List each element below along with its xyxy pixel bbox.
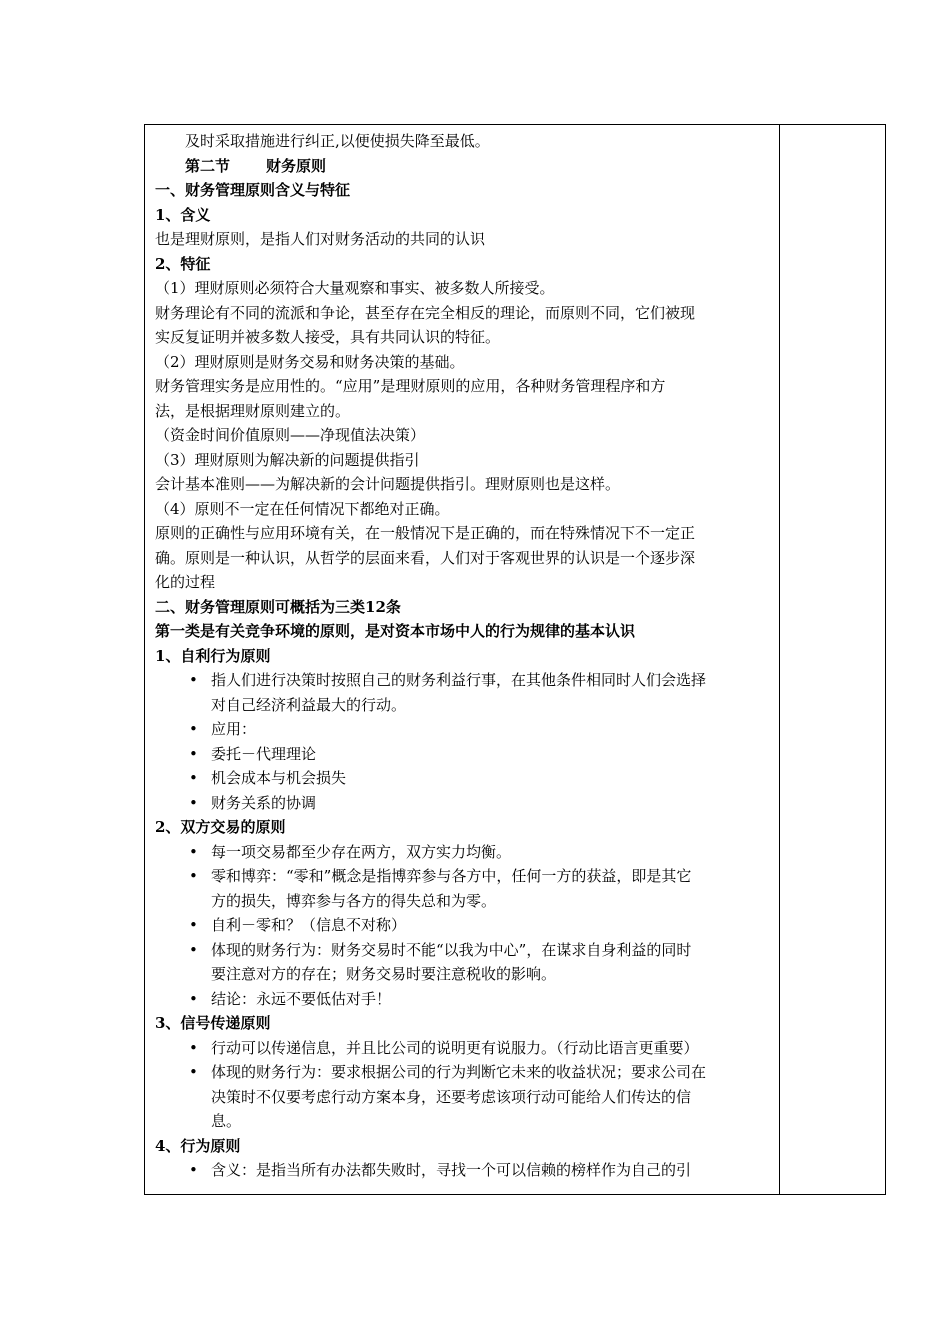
paragraph: 也是理财原则，是指人们对财务活动的共同的认识 bbox=[155, 230, 486, 248]
paragraph: 财务管理实务是应用性的。“应用”是理财原则的应用，各种财务管理程序和方 bbox=[155, 377, 666, 395]
bullet-list bbox=[155, 668, 775, 815]
list-item: • 体现的财务行为：财务交易时不能“以我为中心”，在谋求自身利益的同时 bbox=[155, 938, 775, 963]
bullet-icon: • bbox=[189, 720, 198, 738]
paragraph: （2）理财原则是财务交易和财务决策的基础。 bbox=[155, 352, 465, 371]
subheading: 1、含义 bbox=[155, 205, 211, 224]
paragraph: 原则的正确性与应用环境有关，在一般情况下是正确的，而在特殊情况下不一定正 bbox=[155, 524, 696, 542]
bullet-icon: • bbox=[189, 867, 198, 885]
list-item: • 零和博弈：“零和”概念是指博弈参与各方中，任何一方的获益，即是其它 bbox=[155, 864, 775, 889]
list-item: • 指人们进行决策时按照自己的财务利益行事，在其他条件相同时人们会选择 bbox=[155, 668, 775, 693]
paragraph: 法，是根据理财原则建立的。 bbox=[155, 401, 351, 420]
paragraph: 确。原则是一种认识，从哲学的层面来看，人们对于客观世界的认识是一个逐步深 bbox=[155, 548, 696, 567]
list-item-cont: 要注意对方的存在；财务交易时要注意税收的影响。 bbox=[211, 965, 557, 983]
list-item: • 结论：永远不要低估对手！ bbox=[155, 987, 775, 1012]
bullet-icon: • bbox=[189, 769, 198, 787]
bullet-list bbox=[155, 1036, 775, 1134]
list-item-cont: 对自己经济利益最大的行动。 bbox=[211, 695, 407, 714]
text-line: 及时采取措施进行纠正,以便使损失降至最低。 bbox=[185, 132, 490, 150]
bullet-icon: • bbox=[189, 1038, 198, 1057]
bullet-list bbox=[155, 1158, 775, 1183]
heading-1: 一、财务管理原则含义与特征 bbox=[155, 181, 351, 199]
list-item-cont: 方的损失，博弈参与各方的得失总和为零。 bbox=[211, 891, 497, 910]
bullet-icon: • bbox=[189, 989, 198, 1008]
bullet-icon: • bbox=[189, 940, 198, 959]
bullet-icon: • bbox=[189, 793, 198, 812]
list-item: • 应用： bbox=[155, 717, 775, 742]
bullet-icon: • bbox=[189, 916, 198, 934]
paragraph: 会计基本准则——为解决新的会计问题提供指引。理财原则也是这样。 bbox=[155, 475, 621, 493]
list-item: • 行动可以传递信息，并且比公司的说明更有说服力。（行动比语言更重要） bbox=[155, 1036, 775, 1061]
list-item-cont: 息。 bbox=[211, 1112, 242, 1130]
list-item: • 含义：是指当所有办法都失败时，寻找一个可以信赖的榜样作为自己的引 bbox=[155, 1158, 775, 1183]
list-item: • 体现的财务行为：要求根据公司的行为判断它未来的收益状况；要求公司在 bbox=[155, 1060, 775, 1085]
paragraph: （资金时间价值原则——净现值法决策） bbox=[155, 426, 426, 444]
bullet-icon: • bbox=[189, 1161, 198, 1179]
list-item: • 财务关系的协调 bbox=[155, 791, 775, 816]
subheading: 2、特征 bbox=[155, 254, 211, 273]
bullet-icon: • bbox=[189, 1063, 198, 1081]
section-number: 第二节 bbox=[185, 156, 231, 175]
list-item: • 机会成本与机会损失 bbox=[155, 766, 775, 791]
list-item-cont: 决策时不仅要考虑行动方案本身，还要考虑该项行动可能给人们传达的信 bbox=[211, 1087, 692, 1106]
paragraph: （4）原则不一定在任何情况下都绝对正确。 bbox=[155, 499, 450, 518]
subheading: 1、自利行为原则 bbox=[155, 646, 271, 665]
bullet-list bbox=[155, 840, 775, 1012]
section-name: 财务原则 bbox=[266, 156, 327, 175]
subheading: 3、信号传递原则 bbox=[155, 1014, 271, 1032]
subheading: 2、双方交易的原则 bbox=[155, 818, 286, 836]
column-divider bbox=[779, 125, 780, 1194]
paragraph: 财务理论有不同的流派和争论，甚至存在完全相反的理论，而原则不同，它们被现 bbox=[155, 303, 696, 322]
list-item: • 委托－代理理论 bbox=[155, 742, 775, 767]
document-table bbox=[144, 124, 886, 1195]
section-title bbox=[155, 154, 775, 179]
bullet-icon: • bbox=[189, 671, 198, 689]
paragraph: （1）理财原则必须符合大量观察和事实、被多数人所接受。 bbox=[155, 279, 555, 297]
bullet-icon: • bbox=[189, 842, 198, 861]
list-item: • 自利－零和？（信息不对称） bbox=[155, 913, 775, 938]
bullet-icon: • bbox=[189, 744, 198, 763]
paragraph: 实反复证明并被多数人接受，具有共同认识的特征。 bbox=[155, 328, 501, 346]
paragraph: 化的过程 bbox=[155, 573, 216, 591]
subheading: 4、行为原则 bbox=[155, 1136, 241, 1155]
content-cell bbox=[155, 129, 775, 1183]
paragraph: （3）理财原则为解决新的问题提供指引 bbox=[155, 450, 420, 469]
list-item: • 每一项交易都至少存在两方，双方实力均衡。 bbox=[155, 840, 775, 865]
heading-2: 二、财务管理原则可概括为三类12条 bbox=[155, 597, 401, 616]
category-heading: 第一类是有关竞争环境的原则，是对资本市场中人的行为规律的基本认识 bbox=[155, 622, 636, 640]
